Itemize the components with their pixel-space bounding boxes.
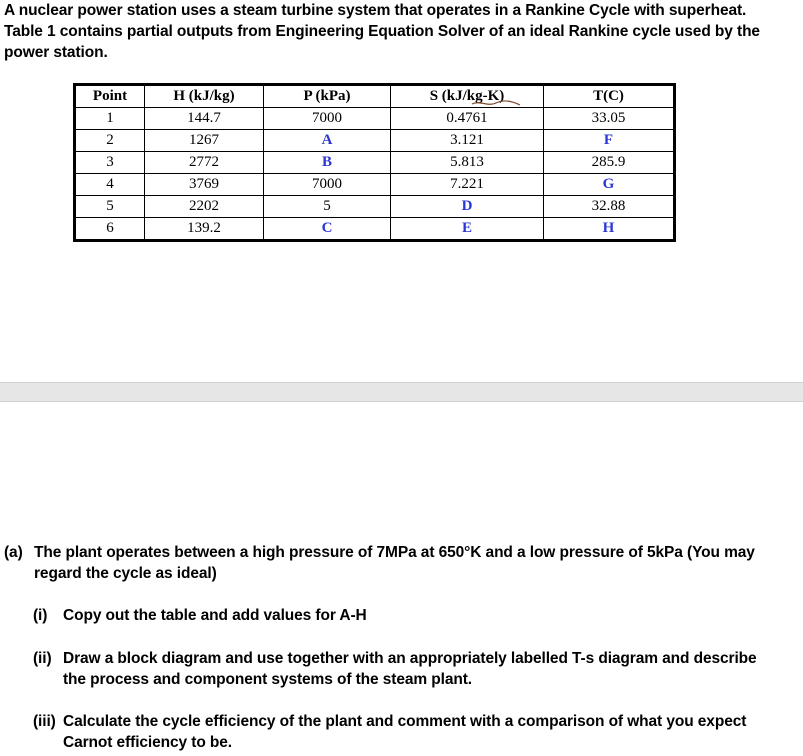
handwritten-underline-mark <box>470 98 522 108</box>
cell-point: 2 <box>75 130 145 152</box>
cell-point: 1 <box>75 108 145 130</box>
cell-pressure-unknown: C <box>264 218 391 241</box>
cell-temperature-unknown: F <box>544 130 675 152</box>
table-row <box>75 218 675 241</box>
question-ii-line-2: the process and component systems of the steam plant. <box>63 671 472 688</box>
cell-pressure-unknown: A <box>264 130 391 152</box>
question-iii-line-1: Calculate the cycle efficiency of the plant and comment with a comparison of what you expect <box>63 713 747 730</box>
question-ii-line-1: Draw a block diagram and use together with an appropriately labelled T-s diagram and describe <box>63 650 757 667</box>
header-entropy: S (kJ/kg-K) <box>391 85 544 108</box>
cell-pressure: 5 <box>264 196 391 218</box>
table-row <box>75 130 675 152</box>
cell-point: 4 <box>75 174 145 196</box>
table-row <box>75 152 675 174</box>
cell-temperature: 32.88 <box>544 196 675 218</box>
cell-pressure: 7000 <box>264 174 391 196</box>
question-a <box>4 542 794 586</box>
question-iii-label: (iii) <box>33 713 56 730</box>
cell-point: 3 <box>75 152 145 174</box>
cell-enthalpy: 139.2 <box>145 218 264 241</box>
cell-temperature: 33.05 <box>544 108 675 130</box>
intro-paragraph <box>4 0 794 63</box>
question-ii-label: (ii) <box>33 650 52 667</box>
cell-enthalpy: 2772 <box>145 152 264 174</box>
cell-entropy: 5.813 <box>391 152 544 174</box>
page-divider <box>0 382 803 402</box>
cell-enthalpy: 144.7 <box>145 108 264 130</box>
question-a-ii <box>33 648 793 692</box>
cell-entropy-unknown: E <box>391 218 544 241</box>
cell-entropy: 0.4761 <box>391 108 544 130</box>
cell-enthalpy: 1267 <box>145 130 264 152</box>
question-i-label: (i) <box>33 607 48 624</box>
cell-enthalpy: 3769 <box>145 174 264 196</box>
cell-pressure: 7000 <box>264 108 391 130</box>
intro-line-3: power station. <box>4 44 108 61</box>
intro-line-2: Table 1 contains partial outputs from Engineering Equation Solver of an ideal Rankine cycle used by the <box>4 23 760 40</box>
cell-temperature-unknown: H <box>544 218 675 241</box>
question-i-text: Copy out the table and add values for A-H <box>63 607 367 624</box>
cell-point: 5 <box>75 196 145 218</box>
table-header-row <box>75 85 675 108</box>
cell-temperature: 285.9 <box>544 152 675 174</box>
cell-entropy-unknown: D <box>391 196 544 218</box>
cell-entropy: 7.221 <box>391 174 544 196</box>
header-temperature: T(C) <box>544 85 675 108</box>
table-row <box>75 174 675 196</box>
table-1 <box>73 83 676 242</box>
header-point: Point <box>75 85 145 108</box>
question-a-line-2: regard the cycle as ideal) <box>34 565 217 582</box>
intro-line-1: A nuclear power station uses a steam turbine system that operates in a Rankine Cycle with superheat. <box>4 2 747 19</box>
cell-pressure-unknown: B <box>264 152 391 174</box>
question-a-i <box>33 605 733 627</box>
question-iii-line-2: Carnot efficiency to be. <box>63 734 232 751</box>
question-a-label: (a) <box>4 544 23 561</box>
header-enthalpy: H (kJ/kg) <box>145 85 264 108</box>
question-a-line-1: The plant operates between a high pressure of 7MPa at 650°K and a low pressure of 5kPa (You may <box>34 544 755 561</box>
cell-entropy: 3.121 <box>391 130 544 152</box>
cell-temperature-unknown: G <box>544 174 675 196</box>
cell-point: 6 <box>75 218 145 241</box>
cell-enthalpy: 2202 <box>145 196 264 218</box>
table-row <box>75 108 675 130</box>
header-pressure: P (kPa) <box>264 85 391 108</box>
question-a-iii <box>33 711 793 755</box>
table-row <box>75 196 675 218</box>
